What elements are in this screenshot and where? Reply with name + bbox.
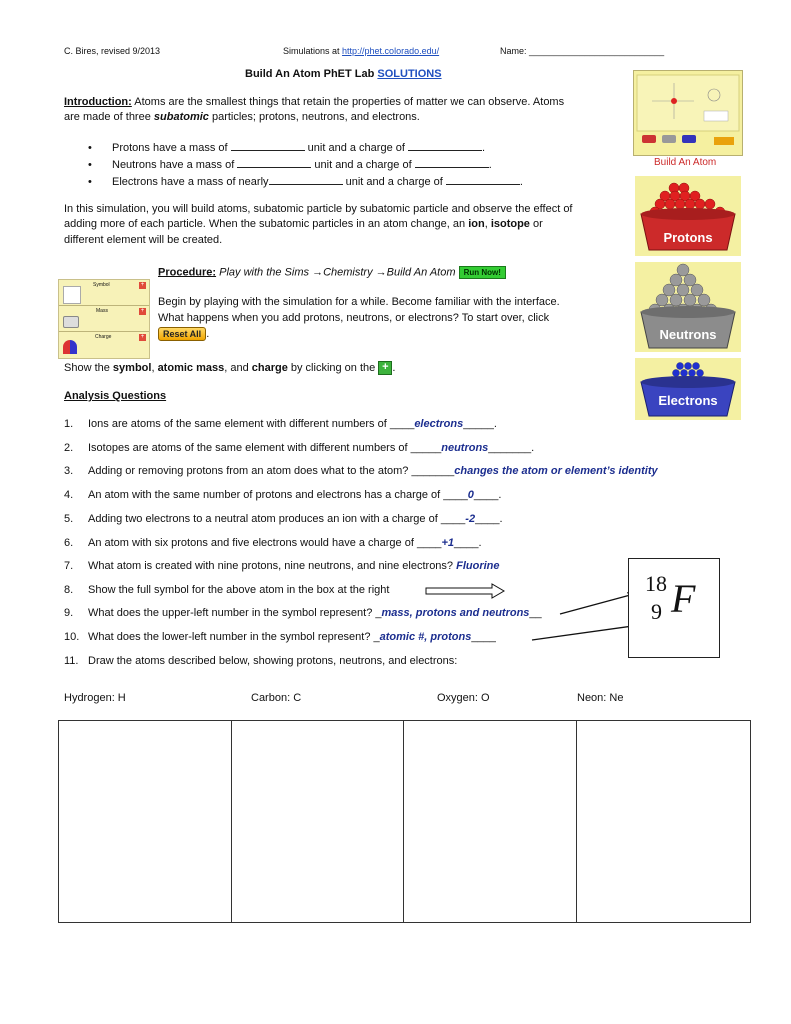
question-number: 4. bbox=[64, 489, 74, 501]
simulations-prefix: Simulations at bbox=[283, 46, 343, 56]
answer-text: +1 bbox=[441, 537, 454, 549]
question-number: 9. bbox=[64, 607, 74, 619]
symbol-box bbox=[628, 558, 720, 658]
question-text: Isotopes are atoms of the same element with different numbers of _____ bbox=[88, 442, 442, 454]
analysis-heading: Analysis Questions bbox=[64, 390, 167, 402]
arrow-icon: → bbox=[312, 266, 324, 279]
answer-text: atomic #, protons bbox=[379, 631, 472, 643]
expand-icon[interactable]: + bbox=[140, 282, 145, 288]
atom-label-neon: Neon: Ne bbox=[577, 692, 624, 704]
intro-text-2c: particles; protons, neutrons, and electrons. bbox=[208, 111, 420, 123]
answer-text: changes the atom or element’s identity bbox=[454, 465, 658, 477]
question-tail: _______. bbox=[488, 442, 535, 454]
sim-line-2-text: adding more of each particle. When the subatomic particles in an atom change, an bbox=[64, 218, 469, 230]
show-symbol: symbol bbox=[112, 361, 152, 374]
show-c: , and bbox=[224, 361, 252, 374]
question-tail: ____ bbox=[471, 631, 496, 643]
element-symbol: F bbox=[671, 576, 696, 621]
question-number: 7. bbox=[64, 560, 74, 572]
show-b: , bbox=[151, 361, 158, 374]
sim-isotope: isotope bbox=[490, 218, 530, 230]
reset-all-button[interactable]: Reset All bbox=[158, 327, 206, 341]
title-main: Build An Atom PhET Lab bbox=[245, 68, 378, 80]
bullet-dot: • bbox=[88, 142, 92, 154]
question-text: Adding or removing protons from an atom does what to the atom? _______ bbox=[88, 465, 455, 477]
intro-text-2a: are made of three bbox=[64, 111, 154, 123]
bullet-neutrons-b: unit and a charge of bbox=[311, 159, 415, 171]
phet-link[interactable]: http://phet.colorado.edu/ bbox=[342, 46, 440, 56]
question-text: What does the upper-left number in the symbol represent? _ bbox=[88, 607, 382, 619]
panel-label-symbol: Symbol bbox=[93, 282, 110, 288]
electrons-bucket bbox=[635, 358, 741, 420]
mass-number: 18 bbox=[645, 571, 667, 596]
expand-icon[interactable]: + bbox=[140, 334, 145, 340]
procedure-path-1: Play with the Sims bbox=[216, 266, 313, 279]
neutrons-bucket bbox=[635, 262, 741, 352]
answer-text: mass, protons and neutrons bbox=[381, 607, 530, 619]
sim-line-1: In this simulation, you will build atoms, subatomic particle by subatomic particle and observe the effect of bbox=[64, 203, 573, 215]
show-charge: charge bbox=[251, 361, 288, 374]
atom-label-hydrogen: Hydrogen: H bbox=[64, 692, 126, 704]
question-number: 5. bbox=[64, 513, 74, 525]
atomic-number: 9 bbox=[651, 599, 662, 624]
plus-icon[interactable]: + bbox=[378, 361, 392, 375]
question-text: Draw the atoms described below, showing protons, neutrons, and electrons: bbox=[88, 655, 458, 667]
question-number: 1. bbox=[64, 418, 74, 430]
show-d: by clicking on the bbox=[287, 361, 379, 374]
question-number: 3. bbox=[64, 465, 74, 477]
question-number: 6. bbox=[64, 537, 74, 549]
sim-caption: Build An Atom bbox=[654, 157, 717, 168]
electrons-label: Electrons bbox=[658, 393, 718, 408]
procedure-label: Procedure: bbox=[158, 266, 217, 279]
neutrons-label: Neutrons bbox=[659, 327, 717, 342]
answer-text: 0 bbox=[467, 489, 474, 501]
expand-icon[interactable]: + bbox=[140, 308, 145, 314]
answer-text: Fluorine bbox=[456, 560, 500, 572]
panel-label-charge: Charge bbox=[95, 334, 112, 340]
run-now-button[interactable]: Run Now! bbox=[459, 266, 506, 279]
question-tail: _____. bbox=[463, 418, 497, 430]
question-text: An atom with the same number of protons and electrons has a charge of ____ bbox=[88, 489, 468, 501]
panel-label-mass: Mass bbox=[96, 308, 108, 314]
name-blank: ___________________________ bbox=[529, 46, 665, 56]
bullet-protons-c: . bbox=[481, 142, 486, 154]
question-tail: ____. bbox=[475, 513, 503, 525]
sim-comma: , bbox=[484, 218, 491, 230]
question-tail: __ bbox=[529, 607, 542, 619]
atom-label-oxygen: Oxygen: O bbox=[437, 692, 490, 704]
answer-text: -2 bbox=[465, 513, 476, 525]
bullet-neutrons-a: Neutrons have a mass of bbox=[112, 159, 238, 171]
sim-screenshot-thumbnail bbox=[633, 70, 743, 156]
draw-box-neon[interactable] bbox=[576, 720, 751, 923]
intro-label: Introduction: bbox=[64, 96, 132, 108]
arrow-icon: → bbox=[375, 266, 387, 279]
procedure-path-2: Chemistry bbox=[323, 266, 376, 279]
question-text: Adding two electrons to a neutral atom produces an ion with a charge of ____ bbox=[88, 513, 466, 525]
author-line: C. Bires, revised 9/2013 bbox=[64, 46, 161, 56]
question-text: Ions are atoms of the same element with different numbers of ____ bbox=[88, 418, 415, 430]
hollow-arrow-icon bbox=[426, 584, 504, 598]
procedure-path-3: Build An Atom bbox=[386, 266, 459, 279]
sim-line-3: different element will be created. bbox=[64, 234, 223, 246]
question-text: An atom with six protons and five electrons would have a charge of ____ bbox=[88, 537, 442, 549]
answer-text: neutrons bbox=[441, 442, 489, 454]
atom-label-carbon: Carbon: C bbox=[251, 692, 302, 704]
bullet-dot: • bbox=[88, 159, 92, 171]
question-number: 10. bbox=[64, 631, 80, 643]
arrow-to-mass-number bbox=[560, 592, 636, 614]
show-a: Show the bbox=[64, 361, 113, 374]
question-text: What atom is created with nine protons, nine neutrons, and nine electrons? bbox=[88, 560, 457, 572]
reset-period: . bbox=[206, 327, 210, 340]
draw-box-carbon[interactable] bbox=[231, 720, 405, 923]
protons-bucket-art bbox=[635, 176, 741, 256]
intro-subatomic: subatomic bbox=[153, 111, 209, 123]
answer-text: electrons bbox=[414, 418, 464, 430]
show-e: . bbox=[392, 361, 396, 374]
sim-or: or bbox=[529, 218, 543, 230]
bullet-neutrons-c: . bbox=[488, 159, 492, 171]
bullet-dot: • bbox=[88, 176, 92, 188]
intro-text-1: Atoms are the smallest things that retain the properties of matter we can observe. Atoms bbox=[131, 96, 565, 108]
electrons-bucket-art bbox=[635, 358, 741, 420]
bullet-protons-b: unit and a charge of bbox=[304, 142, 408, 154]
question-number: 8. bbox=[64, 584, 74, 596]
neutrons-bucket-art bbox=[635, 262, 741, 352]
title-solutions: SOLUTIONS bbox=[377, 68, 442, 80]
sim-screenshot-art bbox=[634, 71, 742, 155]
question-number: 2. bbox=[64, 442, 74, 454]
question-tail: ____. bbox=[453, 537, 482, 549]
draw-box-oxygen[interactable] bbox=[403, 720, 578, 923]
bullet-electrons-c: . bbox=[519, 176, 523, 188]
procedure-body-2: What happens when you add protons, neutrons, or electrons? To start over, click bbox=[158, 312, 550, 324]
bullet-electrons-b: unit and a charge of bbox=[342, 176, 446, 188]
arrow-to-atomic-number bbox=[532, 621, 642, 640]
question-text: Show the full symbol for the above atom in the box at the right bbox=[88, 584, 390, 596]
draw-box-hydrogen[interactable] bbox=[58, 720, 233, 923]
protons-label: Protons bbox=[663, 230, 713, 245]
sim-ion: ion bbox=[468, 218, 485, 230]
question-tail: ____. bbox=[473, 489, 502, 501]
show-atomic-mass: atomic mass bbox=[157, 361, 225, 374]
question-number: 11. bbox=[64, 655, 79, 667]
question-text: What does the lower-left number in the symbol represent? _ bbox=[88, 631, 380, 643]
bullet-electrons-a: Electrons have a mass of nearly bbox=[112, 176, 269, 188]
bullet-protons-a: Protons have a mass of bbox=[112, 142, 231, 154]
protons-bucket bbox=[635, 176, 741, 256]
name-label: Name: bbox=[500, 46, 530, 56]
procedure-body-1: Begin by playing with the simulation for a while. Become familiar with the interface. bbox=[158, 296, 560, 308]
